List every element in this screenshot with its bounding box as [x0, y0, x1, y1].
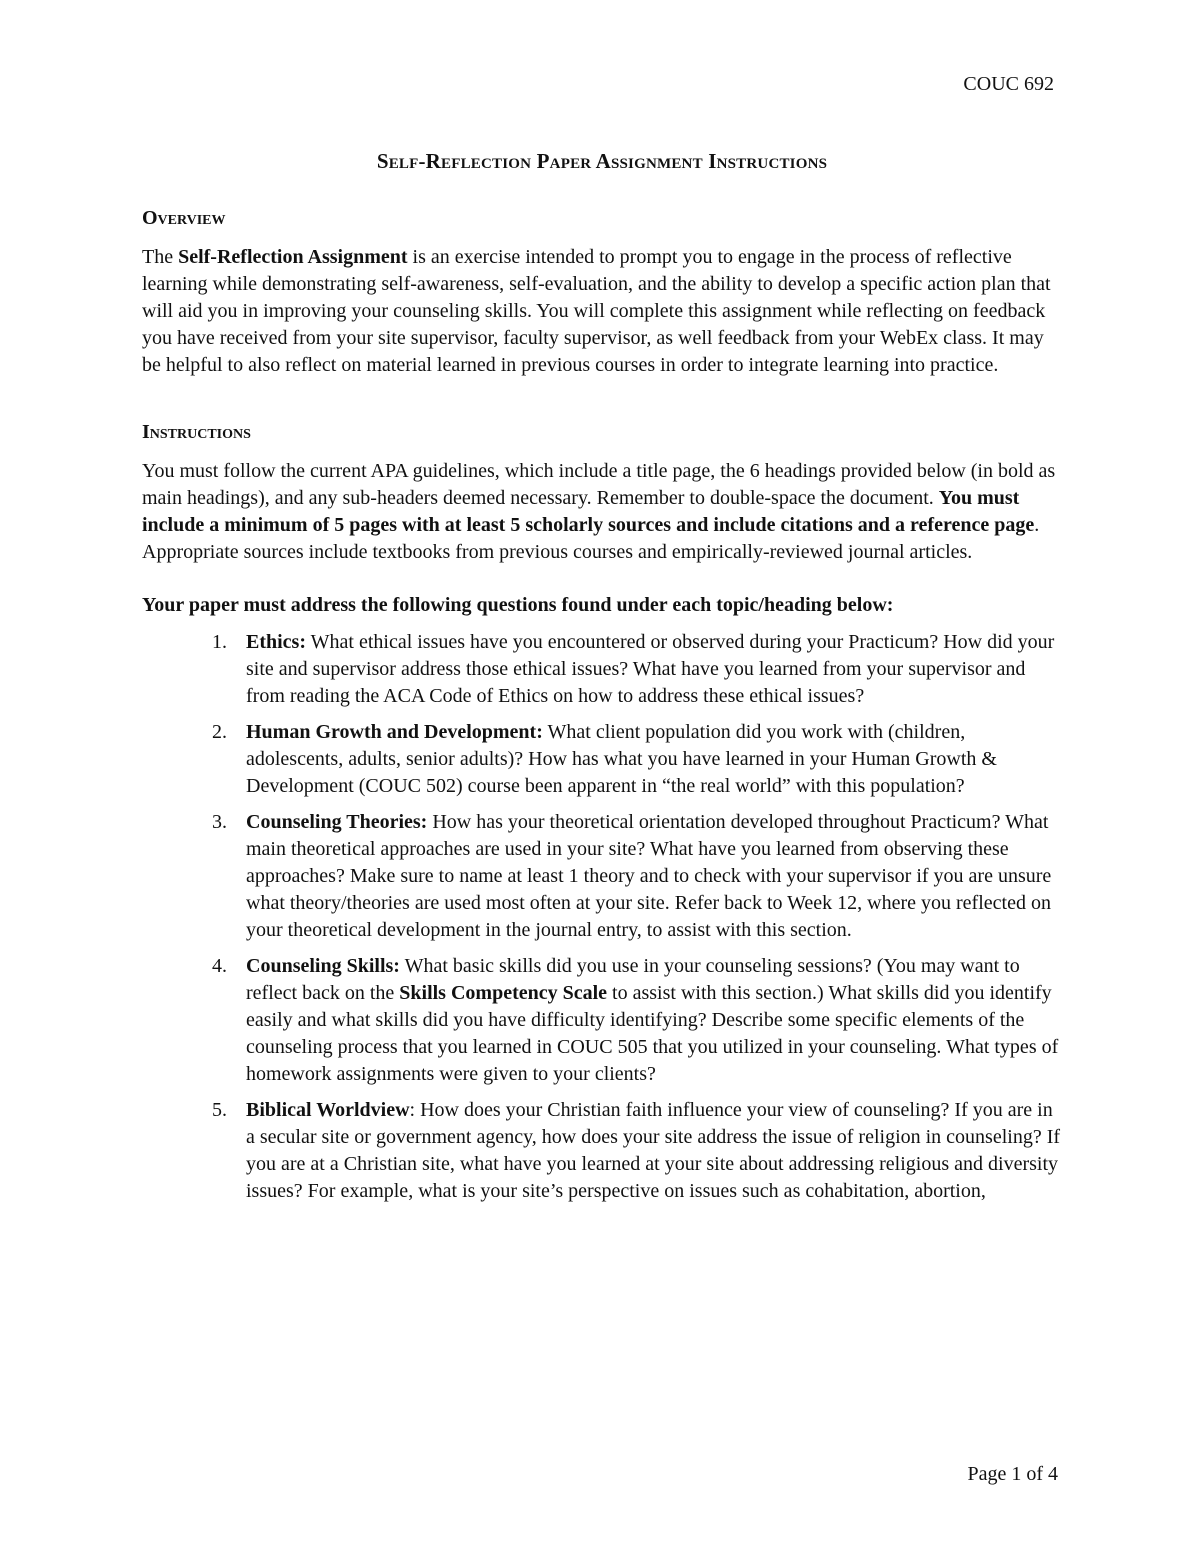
list-number: 1. [212, 631, 227, 653]
list-item-ethics [212, 629, 1062, 710]
instructions-text-2: . Appropriate sources include textbooks from previous courses and empirically-reviewed journal articles. [142, 514, 1040, 563]
instructions-paragraph [142, 458, 1062, 566]
instructions-bold-requirement: You must include a minimum of 5 pages with at least 5 scholarly sources and include citations and a reference page [142, 487, 1035, 536]
overview-lead: The [142, 246, 179, 268]
topic-bold-mid: Skills Competency Scale [399, 982, 608, 1004]
course-code-header: COUC 692 [963, 73, 1054, 95]
list-item-counseling-theories [212, 809, 1062, 944]
overview-paragraph [142, 244, 1062, 379]
list-number: 3. [212, 811, 227, 833]
page-number-footer: Page 1 of 4 [967, 1463, 1058, 1485]
topic-label: Counseling Theories: [246, 811, 428, 833]
topic-text: How has your theoretical orientation developed throughout Practicum? What main theoretical approaches are used in your site? What have you learned from observing these approaches? Make sure to name at least 1 theory and to check with your supervisor if you are unsure what theory/theories are used most often at your site. Refer back to Week 12, where you reflected on your theoretical development in the journal entry, to assist with this section. [246, 811, 1052, 941]
topic-text: : How does your Christian faith influence your view of counseling? If you are in a secular site or government agency, how does your site address the issue of religion in counseling? If you are at a Christian site, what have you learned at your site about addressing religious and diversity issues? For example, what is your site’s perspective on issues such as cohabitation, abortion, [246, 1099, 1061, 1202]
list-number: 5. [212, 1099, 227, 1121]
list-number: 4. [212, 955, 227, 977]
overview-bold-term: Self-Reflection Assignment [178, 246, 408, 268]
topic-label: Ethics: [246, 631, 306, 653]
overview-heading: Overview [142, 207, 226, 229]
topic-label: Counseling Skills: [246, 955, 400, 977]
topic-label: Biblical Worldview [246, 1099, 410, 1121]
instructions-text-1: You must follow the current APA guidelines, which include a title page, the 6 headings provided below (in bold as main headings), and any sub-headers deemed necessary. Remember to double-space the document. [142, 460, 1056, 509]
topic-text: What client population did you work with (children, adolescents, adults, senior adults)? How has what you have learned in your Human Growth & Development (COUC 502) course been apparent in “the real world” with this population? [246, 721, 997, 797]
question-intro: Your paper must address the following questions found under each topic/heading below: [142, 594, 894, 616]
list-item-counseling-skills [212, 953, 1062, 1088]
list-number: 2. [212, 721, 227, 743]
topics-list [142, 629, 1062, 1205]
topic-text-b: to assist with this section.) What skills did you identify easily and what skills did you have difficulty identifying? Describe some specific elements of the counseling process that you learned in COUC 505 that you utilized in your counseling. What types of homework assignments were given to your clients? [246, 982, 1059, 1085]
list-item-human-growth [212, 719, 1062, 800]
document-body [142, 148, 1062, 1214]
topic-text-a: What basic skills did you use in your counseling sessions? (You may want to reflect back on the [246, 955, 1020, 1004]
overview-rest: is an exercise intended to prompt you to engage in the process of reflective learning while demonstrating self-awareness, self-evaluation, and the ability to develop a specific action plan that will aid you in improving your counseling skills. You will complete this assignment while reflecting on feedback you have received from your site supervisor, faculty supervisor, as well feedback from your WebEx class. It may be helpful to also reflect on material learned in previous courses in order to integrate learning into practice. [142, 246, 1051, 376]
topic-label: Human Growth and Development: [246, 721, 543, 743]
list-item-biblical-worldview [212, 1097, 1062, 1205]
document-title: Self-Reflection Paper Assignment Instructions [376, 149, 828, 173]
instructions-heading: Instructions [142, 421, 251, 443]
topic-text: What ethical issues have you encountered or observed during your Practicum? How did your site and supervisor address those ethical issues? What have you learned from your supervisor and from reading the ACA Code of Ethics on how to address these ethical issues? [246, 631, 1055, 707]
